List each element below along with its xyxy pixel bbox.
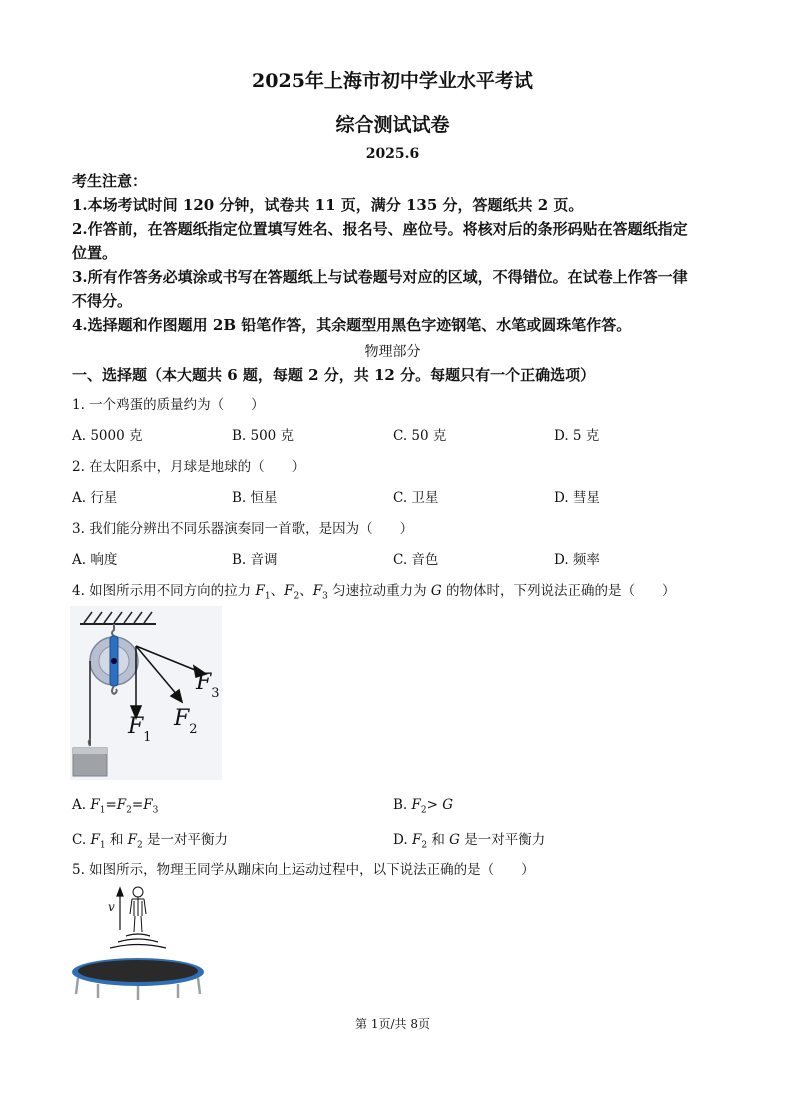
q2-option-d: D. 彗星	[554, 490, 600, 506]
top-hook	[112, 624, 114, 636]
label-f1: $F_1$	[128, 714, 152, 745]
q4-stem: 4. 如图所示用不同方向的拉力 $F_1$、$F_2$、$F_3$ 匀速拉动重力为 G 的物体时，下列说法正确的是（ ）	[72, 583, 676, 602]
label-f2: $F_2$	[174, 706, 198, 737]
q1-option-c: C. 50 克	[393, 428, 447, 444]
q1-option-a: A. 5000 克	[72, 428, 143, 444]
ceiling-hatch	[84, 612, 152, 623]
notice-item-3-line-2: 不得分。	[72, 292, 133, 310]
q3-option-c: C. 音色	[393, 552, 439, 568]
bottom-hook	[112, 686, 117, 694]
label-f3: $F_3$	[196, 670, 220, 701]
part-title: 物理部分	[364, 344, 421, 360]
exam-date: 2025.6	[365, 146, 420, 162]
motion-arcs	[110, 934, 166, 948]
trampoline-diagram	[68, 884, 208, 1002]
q4-option-d: D. $F_2$ 和 G 是一对平衡力	[393, 832, 546, 851]
velocity-label: v	[108, 900, 115, 914]
q2-option-c: C. 卫星	[393, 490, 439, 506]
exam-title: 2025年上海市初中学业水平考试	[252, 70, 533, 92]
q2-option-b: B. 恒星	[232, 490, 278, 506]
q1-stem: 1. 一个鸡蛋的质量约为（ ）	[72, 397, 265, 413]
q1-option-d: D. 5 克	[554, 428, 600, 444]
q4-option-a: A. $F_1=F_2=F_3$	[72, 797, 159, 816]
q2-stem: 2. 在太阳系中，月球是地球的（ ）	[72, 459, 306, 475]
q4-option-b: B. $F_2> G$	[393, 797, 454, 816]
exam-subtitle: 综合测试试卷	[335, 114, 450, 136]
q3-option-d: D. 频率	[554, 552, 600, 568]
q3-option-b: B. 音调	[232, 552, 278, 568]
notice-item-3-line-1: 3.所有作答务必填涂或书写在答题纸上与试卷题号对应的区域，不得错位。在试卷上作答一律	[72, 268, 688, 286]
pulley-figure	[70, 606, 222, 780]
q4-option-c: C. $F_1$ 和 $F_2$ 是一对平衡力	[72, 832, 229, 851]
page-footer: 第 1页/共 8页	[355, 1017, 430, 1031]
q2-option-a: A. 行星	[72, 490, 118, 506]
velocity-arrow	[117, 888, 123, 930]
notice-item-2-line-1: 2.作答前，在答题纸指定位置填写姓名、报名号、座位号。将核对后的条形码贴在答题纸指定	[72, 220, 688, 238]
person-figure	[130, 887, 146, 932]
notice-item-2-line-2: 位置。	[72, 244, 118, 262]
trampoline-figure	[68, 884, 208, 1002]
q3-option-a: A. 响度	[72, 552, 118, 568]
q5-stem: 5. 如图所示，物理王同学从蹦床向上运动过程中，以下说法正确的是（ ）	[72, 862, 535, 878]
notice-heading: 考生注意：	[72, 172, 148, 190]
trampoline-mat	[78, 960, 198, 982]
section-heading: 一、选择题（本大题共 6 题，每题 2 分，共 12 分。每题只有一个正确选项）	[72, 366, 596, 384]
q3-stem: 3. 我们能分辨出不同乐器演奏同一首歌，是因为（ ）	[72, 521, 414, 537]
q1-option-b: B. 500 克	[232, 428, 295, 444]
notice-item-4: 4.选择题和作图题用 2B 铅笔作答，其余题型用黑色字迹钢笔、水笔或圆珠笔作答。	[72, 316, 632, 334]
notice-item-1: 1.本场考试时间 120 分钟，试卷共 11 页，满分 135 分，答题纸共 2 页。	[72, 196, 584, 214]
